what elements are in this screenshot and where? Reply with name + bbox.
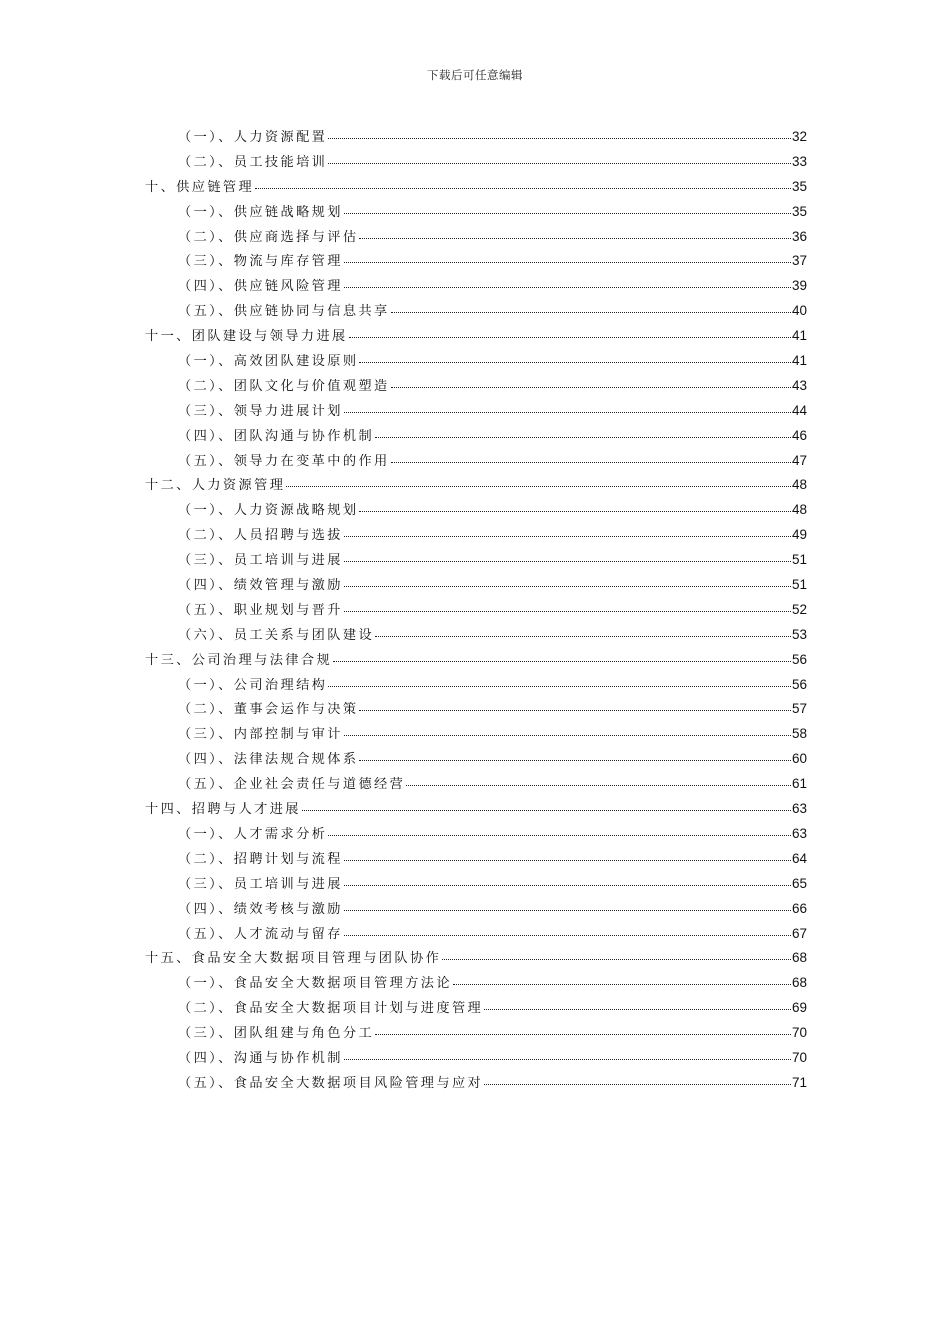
- toc-dot-leader: [442, 959, 791, 960]
- toc-entry-title: （二）、食品安全大数据项目计划与进度管理: [178, 1001, 484, 1017]
- toc-page-number: 68: [791, 975, 807, 991]
- toc-entry-title: （五）、领导力在变革中的作用: [178, 453, 390, 469]
- toc-page-number: 51: [791, 552, 807, 568]
- toc-entry-title: （二）、人员招聘与选拔: [178, 528, 343, 544]
- toc-section-entry[interactable]: [145, 226, 807, 251]
- toc-page-number: 36: [791, 228, 807, 244]
- toc-section-entry[interactable]: [145, 126, 807, 151]
- toc-section-entry[interactable]: [145, 375, 807, 400]
- toc-dot-leader: [391, 312, 791, 313]
- toc-dot-leader: [344, 735, 791, 736]
- toc-dot-leader: [286, 486, 791, 487]
- toc-dot-leader: [359, 511, 791, 512]
- toc-section-entry[interactable]: [145, 923, 807, 948]
- toc-dot-leader: [349, 337, 791, 338]
- toc-dot-leader: [344, 1059, 791, 1060]
- toc-section-entry[interactable]: [145, 1072, 807, 1097]
- toc-page-number: 35: [791, 203, 807, 219]
- toc-page-number: 35: [791, 178, 807, 194]
- toc-section-entry[interactable]: [145, 450, 807, 475]
- toc-entry-title: （一）、人力资源战略规划: [178, 503, 359, 519]
- toc-entry-title: （二）、团队文化与价值观塑造: [178, 378, 390, 394]
- table-of-contents: [145, 126, 807, 1097]
- toc-dot-leader: [344, 213, 791, 214]
- toc-dot-leader: [453, 984, 791, 985]
- toc-section-entry[interactable]: [145, 873, 807, 898]
- toc-entry-title: （四）、沟通与协作机制: [178, 1050, 343, 1066]
- toc-chapter-entry[interactable]: [145, 176, 807, 201]
- toc-dot-leader: [344, 287, 791, 288]
- toc-page-number: 32: [791, 129, 807, 144]
- toc-dot-leader: [484, 1084, 791, 1085]
- toc-page-number: 65: [791, 875, 807, 891]
- toc-page-number: 66: [791, 900, 807, 916]
- toc-dot-leader: [391, 387, 791, 388]
- toc-dot-leader: [344, 910, 791, 911]
- toc-entry-title: 十四、招聘与人才进展: [145, 802, 301, 818]
- toc-page-number: 70: [791, 1049, 807, 1065]
- toc-entry-title: （三）、员工培训与进展: [178, 553, 343, 569]
- toc-dot-leader: [344, 561, 791, 562]
- toc-page-number: 68: [791, 950, 807, 966]
- toc-entry-title: （六）、员工关系与团队建设: [178, 627, 375, 643]
- toc-page-number: 71: [791, 1074, 807, 1090]
- toc-dot-leader: [255, 188, 791, 189]
- toc-dot-leader: [344, 885, 791, 886]
- toc-dot-leader: [344, 611, 791, 612]
- toc-chapter-entry[interactable]: [145, 798, 807, 823]
- toc-dot-leader: [391, 462, 791, 463]
- toc-page-number: 57: [791, 701, 807, 717]
- toc-page-number: 53: [791, 626, 807, 642]
- toc-section-entry[interactable]: [145, 898, 807, 923]
- toc-dot-leader: [328, 686, 791, 687]
- toc-entry-title: （三）、物流与库存管理: [178, 254, 343, 270]
- toc-page-number: 39: [791, 278, 807, 294]
- toc-page-number: 64: [791, 850, 807, 866]
- toc-entry-title: （二）、招聘计划与流程: [178, 851, 343, 867]
- toc-dot-leader: [344, 860, 791, 861]
- toc-entry-title: 十、供应链管理: [145, 179, 255, 195]
- toc-entry-title: （二）、员工技能培训: [178, 154, 328, 170]
- toc-page-number: 61: [791, 776, 807, 792]
- toc-section-entry[interactable]: [145, 201, 807, 226]
- toc-entry-title: （五）、人才流动与留存: [178, 926, 343, 942]
- toc-section-entry[interactable]: [145, 1022, 807, 1047]
- toc-section-entry[interactable]: [145, 997, 807, 1022]
- toc-chapter-entry[interactable]: [145, 649, 807, 674]
- toc-section-entry[interactable]: [145, 574, 807, 599]
- toc-chapter-entry[interactable]: [145, 474, 807, 499]
- toc-dot-leader: [344, 262, 791, 263]
- toc-section-entry[interactable]: [145, 425, 807, 450]
- toc-dot-leader: [359, 760, 791, 761]
- toc-page-number: 37: [791, 253, 807, 269]
- toc-entry-title: （三）、内部控制与审计: [178, 727, 343, 743]
- toc-page-number: 49: [791, 527, 807, 543]
- toc-page-number: 43: [791, 377, 807, 393]
- toc-section-entry[interactable]: [145, 151, 807, 176]
- toc-page-number: 56: [791, 651, 807, 667]
- toc-entry-title: 十五、食品安全大数据项目管理与团队协作: [145, 951, 442, 967]
- toc-entry-title: （一）、人力资源配置: [178, 130, 328, 145]
- toc-entry-title: （四）、法律法规合规体系: [178, 752, 359, 768]
- toc-entry-title: （一）、供应链战略规划: [178, 204, 343, 220]
- toc-page-number: 63: [791, 801, 807, 817]
- toc-page-number: 60: [791, 751, 807, 767]
- toc-chapter-entry[interactable]: [145, 325, 807, 350]
- toc-section-entry[interactable]: [145, 823, 807, 848]
- toc-dot-leader: [328, 835, 791, 836]
- toc-page-number: 48: [791, 477, 807, 493]
- toc-page-number: 40: [791, 303, 807, 319]
- toc-section-entry[interactable]: [145, 698, 807, 723]
- toc-entry-title: （五）、食品安全大数据项目风险管理与应对: [178, 1075, 484, 1091]
- toc-page-number: 58: [791, 726, 807, 742]
- toc-entry-title: （一）、人才需求分析: [178, 826, 328, 842]
- toc-section-entry[interactable]: [145, 549, 807, 574]
- toc-section-entry[interactable]: [145, 524, 807, 549]
- toc-entry-title: （五）、企业社会责任与道德经营: [178, 777, 406, 793]
- toc-entry-title: （二）、供应商选择与评估: [178, 229, 359, 245]
- toc-dot-leader: [344, 935, 791, 936]
- toc-entry-title: （四）、绩效管理与激励: [178, 578, 343, 594]
- toc-section-entry[interactable]: [145, 250, 807, 275]
- toc-dot-leader: [328, 138, 791, 139]
- toc-entry-title: （五）、职业规划与晋升: [178, 602, 343, 618]
- toc-page-number: 41: [791, 328, 807, 344]
- toc-section-entry[interactable]: [145, 748, 807, 773]
- toc-entry-title: （四）、绩效考核与激励: [178, 901, 343, 917]
- toc-page-number: 46: [791, 427, 807, 443]
- toc-entry-title: （二）、董事会运作与决策: [178, 702, 359, 718]
- toc-dot-leader: [328, 163, 791, 164]
- toc-entry-title: 十一、团队建设与领导力进展: [145, 329, 348, 345]
- toc-section-entry[interactable]: [145, 275, 807, 300]
- toc-dot-leader: [375, 437, 791, 438]
- toc-dot-leader: [375, 1034, 791, 1035]
- toc-page-number: 41: [791, 353, 807, 369]
- toc-section-entry[interactable]: [145, 1047, 807, 1072]
- toc-page-number: 47: [791, 452, 807, 468]
- toc-section-entry[interactable]: [145, 499, 807, 524]
- toc-page-number: 69: [791, 1000, 807, 1016]
- toc-section-entry[interactable]: [145, 972, 807, 997]
- toc-dot-leader: [302, 810, 791, 811]
- toc-dot-leader: [333, 661, 791, 662]
- toc-dot-leader: [359, 238, 791, 239]
- toc-dot-leader: [484, 1009, 791, 1010]
- toc-entry-title: 十三、公司治理与法律合规: [145, 652, 333, 668]
- toc-page-number: 33: [791, 153, 807, 169]
- toc-section-entry[interactable]: [145, 350, 807, 375]
- toc-section-entry[interactable]: [145, 674, 807, 699]
- toc-entry-title: （四）、团队沟通与协作机制: [178, 428, 375, 444]
- toc-dot-leader: [406, 785, 791, 786]
- toc-chapter-entry[interactable]: [145, 947, 807, 972]
- toc-page-number: 51: [791, 577, 807, 593]
- toc-page-number: 56: [791, 676, 807, 692]
- toc-entry-title: 十二、人力资源管理: [145, 478, 286, 494]
- toc-section-entry[interactable]: [145, 848, 807, 873]
- toc-entry-title: （三）、领导力进展计划: [178, 403, 343, 419]
- toc-page-number: 48: [791, 502, 807, 518]
- toc-section-entry[interactable]: [145, 300, 807, 325]
- toc-page-number: 44: [791, 402, 807, 418]
- page-header: 下载后可任意编辑: [427, 68, 523, 82]
- toc-dot-leader: [375, 636, 791, 637]
- toc-dot-leader: [344, 586, 791, 587]
- toc-entry-title: （四）、供应链风险管理: [178, 279, 343, 295]
- toc-dot-leader: [359, 362, 791, 363]
- toc-entry-title: （一）、高效团队建设原则: [178, 354, 359, 370]
- toc-page-number: 63: [791, 825, 807, 841]
- toc-section-entry[interactable]: [145, 400, 807, 425]
- toc-section-entry[interactable]: [145, 773, 807, 798]
- toc-entry-title: （三）、员工培训与进展: [178, 876, 343, 892]
- toc-section-entry[interactable]: [145, 624, 807, 649]
- toc-page-number: 52: [791, 601, 807, 617]
- toc-entry-title: （一）、公司治理结构: [178, 677, 328, 693]
- toc-entry-title: （三）、团队组建与角色分工: [178, 1026, 375, 1042]
- toc-dot-leader: [344, 536, 791, 537]
- toc-section-entry[interactable]: [145, 723, 807, 748]
- toc-page-number: 67: [791, 925, 807, 941]
- toc-dot-leader: [344, 412, 791, 413]
- toc-page-number: 70: [791, 1025, 807, 1041]
- toc-section-entry[interactable]: [145, 599, 807, 624]
- toc-entry-title: （一）、食品安全大数据项目管理方法论: [178, 976, 452, 992]
- toc-entry-title: （五）、供应链协同与信息共享: [178, 304, 390, 320]
- toc-dot-leader: [359, 710, 791, 711]
